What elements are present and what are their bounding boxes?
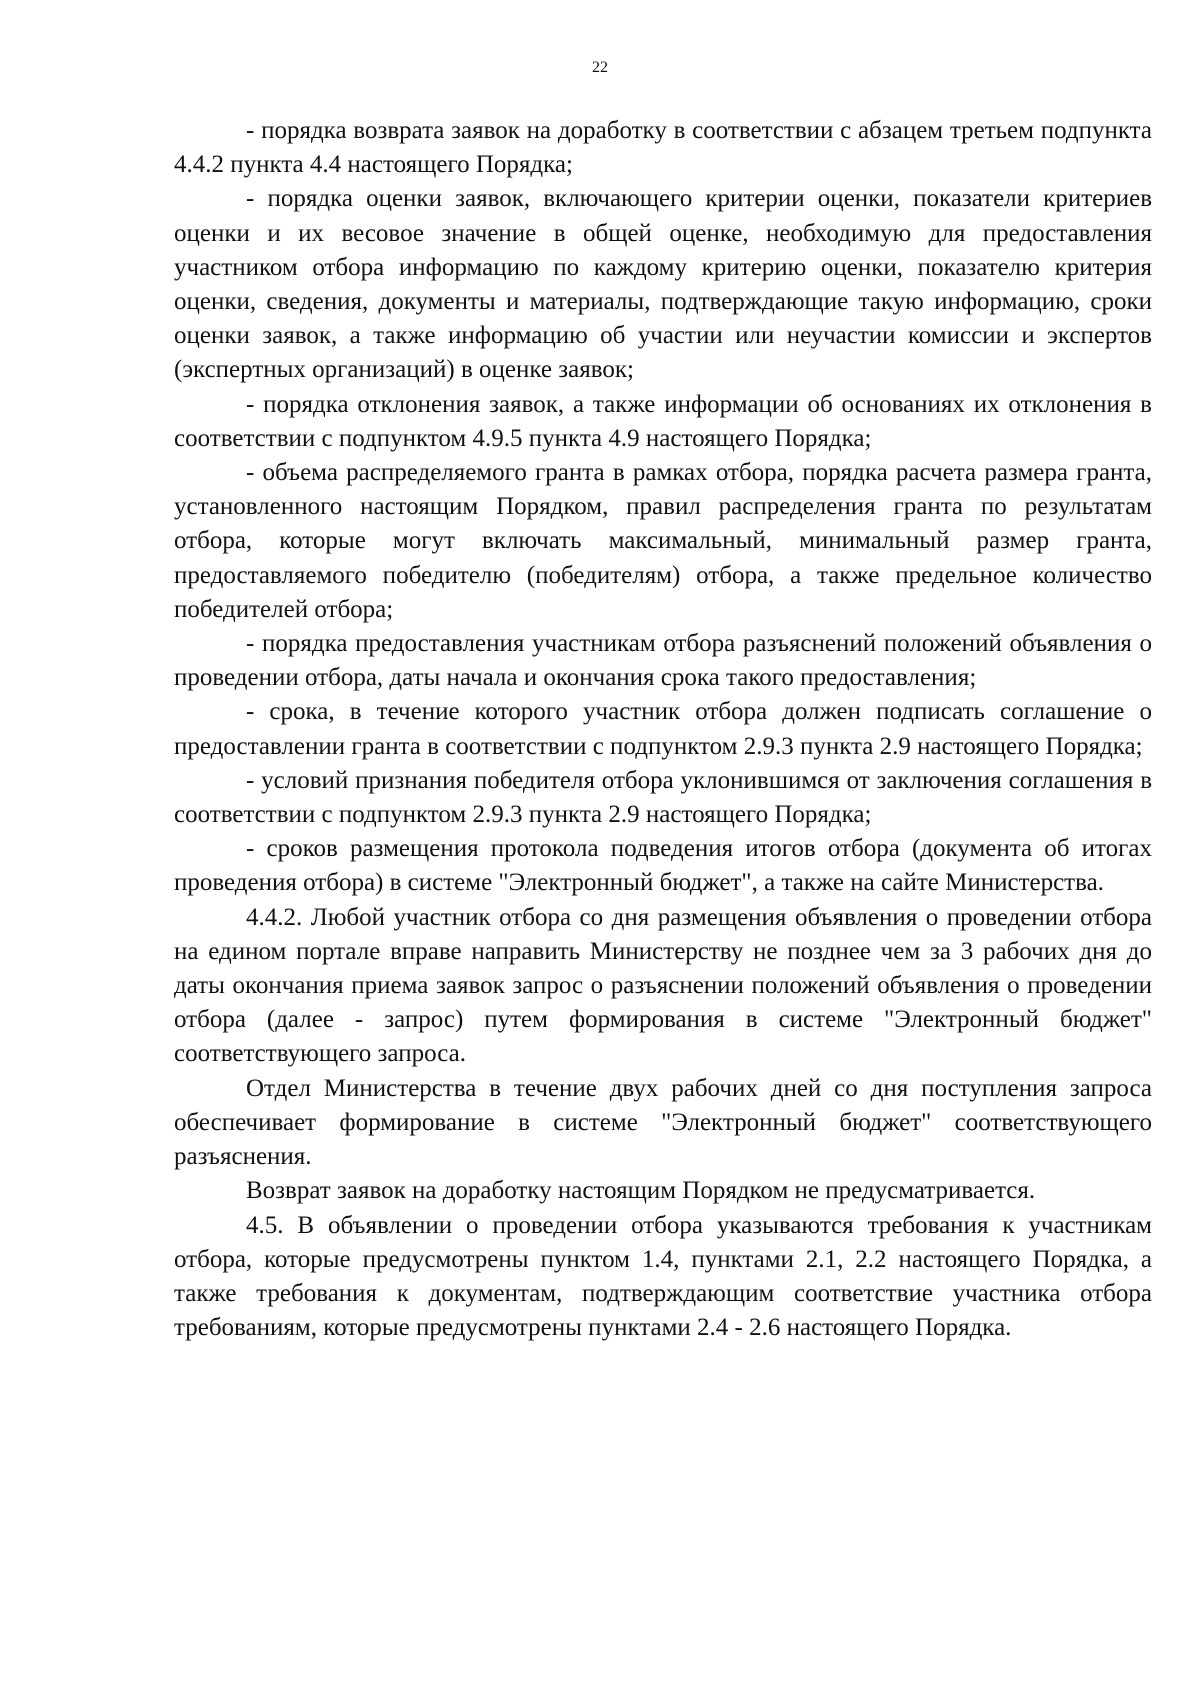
- paragraph-signing-deadline: - срока, в течение которого участник отбора должен подписать соглашение о предоставлении гранта в соответствии с подпунктом 2.9.3 пункта 2.9 настоящего Порядка;: [174, 698, 1152, 760]
- paragraph-clause-4-5: 4.5. В объявлении о проведении отбора указываются требования к участникам отбора, которые предусмотрены пунктом 1.4, пунктами 2.1, 2.2 настоящего Порядка, а также требования к документам, подтверждающим соответствие участника отбора требованиям, которые предусмотрены пунктами 2.4 - 2.6 настоящего Порядка.: [174, 1211, 1152, 1342]
- paragraph-evasion-conditions: - условий признания победителя отбора уклонившимся от заключения соглашения в соответствии с подпунктом 2.9.3 пункта 2.9 настоящего Порядка;: [174, 766, 1152, 829]
- paragraph-ministry-department: Отдел Министерства в течение двух рабочих дней со дня поступления запроса обеспечивает формирование в системе "Электронный бюджет" соответствующего разъяснения.: [174, 1074, 1152, 1171]
- paragraph-no-return: Возврат заявок на доработку настоящим Порядком не предусматривается.: [246, 1177, 1036, 1205]
- paragraph-clarification-procedure: - порядка предоставления участникам отбора разъяснений положений объявления о проведении отбора, даты начала и окончания срока такого предоставления;: [174, 630, 1152, 692]
- paragraph-rejection-procedure: - порядка отклонения заявок, а также информации об основаниях их отклонения в соответствии с подпунктом 4.9.5 пункта 4.9 настоящего Порядка;: [174, 390, 1152, 452]
- paragraph-evaluation-procedure: - порядка оценки заявок, включающего критерии оценки, показатели критериев оценки и их весовое значение в общей оценке, необходимую для предоставления участником отбора информацию по каждому критерию оценки, показателю критерия оценки, сведения, документы и материалы, подтверждающие такую информацию, сроки оценки заявок, а также информацию об участии или неучастии комиссии и экспертов (экспертных организаций) в оценке заявок;: [174, 185, 1152, 384]
- paragraph-protocol-deadlines: - сроков размещения протокола подведения итогов отбора (документа об итогах проведения отбора) в системе "Электронный бюджет", а также на сайте Министерства.: [174, 835, 1152, 897]
- document-body: [174, 114, 1152, 1345]
- page-number: 22: [592, 59, 608, 76]
- paragraph-clause-4-4-2: 4.4.2. Любой участник отбора со дня размещения объявления о проведении отбора на едином портале вправе направить Министерству не позднее чем за 3 рабочих дня до даты окончания приема заявок запрос о разъяснении положений объявления о проведении отбора (далее - запрос) путем формирования в системе "Электронный бюджет" соответствующего запроса.: [174, 903, 1152, 1068]
- paragraph-return-procedure: - порядка возврата заявок на доработку в соответствии с абзацем третьем подпункта 4.4.2 пункта 4.4 настоящего Порядка;: [174, 117, 1152, 179]
- paragraph-grant-volume: - объема распределяемого гранта в рамках отбора, порядка расчета размера гранта, установленного настоящим Порядком, правил распределения гранта по результатам отбора, которые могут включать максимальный, минимальный размер гранта, предоставляемого победителю (победителям) отбора, а также предельное количество победителей отбора;: [174, 459, 1152, 623]
